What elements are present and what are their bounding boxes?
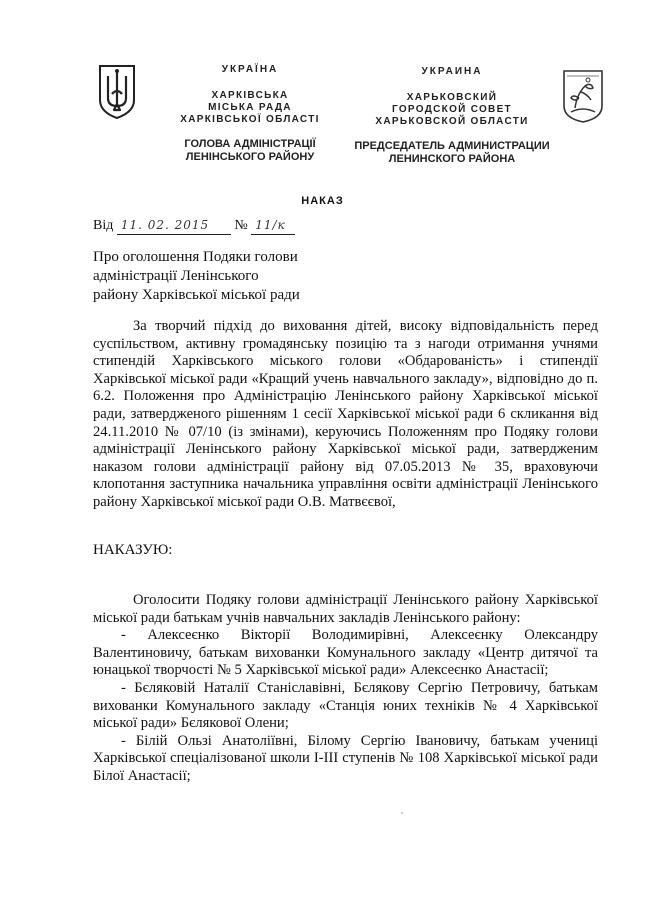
trident-emblem-icon <box>97 64 137 120</box>
list-item: - Білій Ользі Анатоліївні, Білому Сергію Івановичу, батькам учениці Харківської спеціалізованої школи І-ІІІ ступенів № 108 Харківської міської ради Білої Анастасії; <box>93 732 598 784</box>
kharkiv-city-coat-of-arms-icon <box>561 68 605 124</box>
subject-line: Про оголошення Подяки голови <box>93 249 298 265</box>
list-item: - Бєляковій Наталії Станіславівні, Бєлякову Сергію Петровичу, батькам вихованки Комунального закладу «Станція юних техніків № 4 Харківської міської ради» Бєлякової Олени; <box>93 679 598 732</box>
preamble-text: За творчий підхід до виховання дітей, високу відповідальність перед суспільством, активну громадянську позицію та з нагоди отримання учнями стипендій Харківського міського голови «Обдарованість» і стипендії Харківської міської ради «Кращий учень навчального закладу», відповідно до п. 6.2. Положення про Адміністрацію Ленінського району Харківської міської ради, затвердженого рішенням 1 сесії Харківської міської ради 6 скликання від 24.11.2010 № 07/10 (із змінами), керуючись Положенням про Подяку голови адміністрації Ленінського району Харківської міської ради, затвердженим наказом голови адміністрації району від 07.05.2013 № 35, враховуючи клопотання заступника начальника управління освіти адміністрації Ленінського району Харківської міської ради О.В. Матвєєвої, <box>93 318 598 510</box>
office-line: ПРЕДСЕДАТЕЛЬ АДМИНИСТРАЦИИ <box>354 140 550 152</box>
office-line: ЛЕНИНСКОГО РАЙОНА <box>388 153 516 165</box>
office-line: ЛЕНІНСЬКОГО РАЙОНУ <box>185 151 315 163</box>
list-item: - Алексеєнко Вікторії Володимирівні, Алексеєнку Олександру Валентиновичу, батькам вихованки Комунального закладу «Центр дитячої та юнацької творчості № 5 Харківської міської ради» Алексеєнко Анастасії; <box>93 627 598 679</box>
office-line: ГОЛОВА АДМІНІСТРАЦІЇ <box>184 138 316 150</box>
document-title: НАКАЗ <box>301 195 344 207</box>
country-name-ua: УКРАЇНА <box>221 64 279 75</box>
office-title-ua <box>150 138 350 164</box>
council-line: ХАРЬКОВСКОЙ ОБЛАСТИ <box>375 116 529 127</box>
header-ukrainian <box>150 64 350 164</box>
number-label: № <box>234 218 248 233</box>
subject-line: адміністрації Ленінського <box>93 268 259 284</box>
announcement-block <box>93 592 598 786</box>
order-word: НАКАЗУЮ: <box>93 542 173 558</box>
subject-block <box>93 248 300 305</box>
from-label: Від <box>93 218 114 233</box>
council-line: МІСЬКА РАДА <box>208 102 292 113</box>
council-line: ГОРОДСКОЙ СОВЕТ <box>392 104 512 115</box>
preamble-paragraph <box>93 318 598 512</box>
scan-speck <box>401 812 403 814</box>
subject-line: району Харківської міської ради <box>93 287 300 303</box>
announcement-text: Оголосити Подяку голови адміністрації Ленінського району Харківської міської ради батькам учнів навчальних закладів Ленінського району: <box>93 592 598 626</box>
header-russian <box>337 66 567 166</box>
office-title-ru <box>337 140 567 166</box>
council-line: ХАРКІВСЬКОЇ ОБЛАСТІ <box>180 114 320 125</box>
document-date: 11. 02. 2015 <box>120 218 210 232</box>
council-line: ХАРКІВСЬКА <box>211 90 289 101</box>
country-name-ru: УКРАИНА <box>421 66 483 77</box>
council-line: ХАРЬКОВСКИЙ <box>406 92 498 103</box>
document-number: 11/к <box>255 218 286 232</box>
date-number-line <box>93 218 295 235</box>
